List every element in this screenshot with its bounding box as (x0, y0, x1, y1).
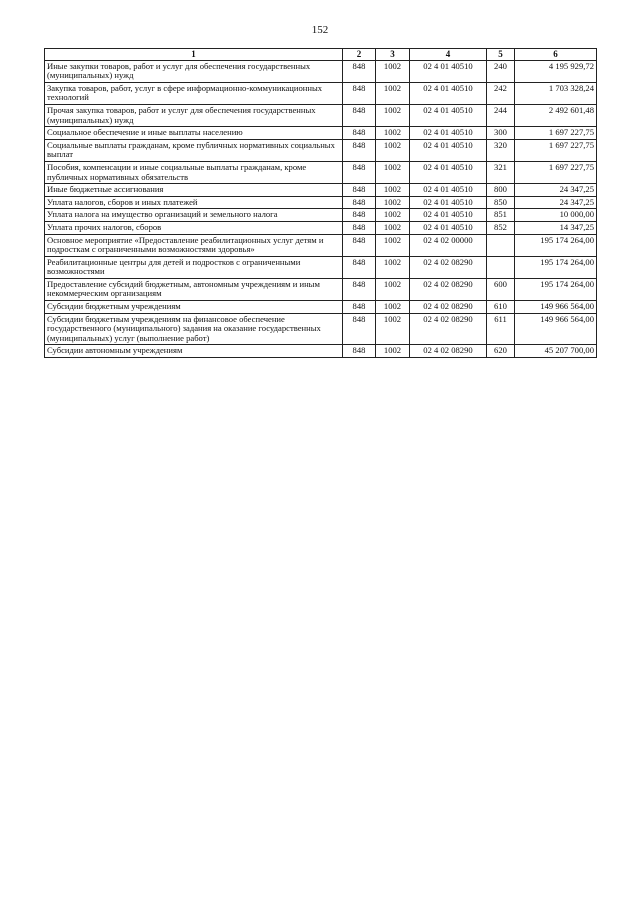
section-code-cell: 1002 (376, 313, 410, 345)
section-code-cell: 1002 (376, 278, 410, 300)
target-article-cell: 02 4 01 40510 (410, 184, 487, 197)
table-row (45, 82, 597, 104)
target-article-cell: 02 4 01 40510 (410, 82, 487, 104)
table-row (45, 139, 597, 161)
table-row (45, 256, 597, 278)
table-row (45, 278, 597, 300)
row-name-cell: Уплата прочих налогов, сборов (45, 221, 343, 234)
amount-cell: 14 347,25 (515, 221, 597, 234)
row-name-cell: Основное мероприятие «Предоставление реабилитационных услуг детям и подросткам с ограниченными возможностями здоровья» (45, 234, 343, 256)
target-article-cell: 02 4 01 40510 (410, 196, 487, 209)
amount-cell: 195 174 264,00 (515, 234, 597, 256)
expense-kind-cell: 244 (487, 104, 515, 126)
section-code-cell: 1002 (376, 139, 410, 161)
admin-code-cell: 848 (343, 278, 376, 300)
section-code-cell: 1002 (376, 256, 410, 278)
amount-cell: 149 966 564,00 (515, 301, 597, 314)
amount-cell: 1 697 227,75 (515, 139, 597, 161)
expense-kind-cell: 300 (487, 127, 515, 140)
admin-code-cell: 848 (343, 301, 376, 314)
amount-cell: 45 207 700,00 (515, 345, 597, 358)
target-article-cell: 02 4 01 40510 (410, 161, 487, 183)
expense-kind-cell: 320 (487, 139, 515, 161)
table-row (45, 60, 597, 82)
amount-cell: 1 703 328,24 (515, 82, 597, 104)
admin-code-cell: 848 (343, 60, 376, 82)
expense-kind-cell (487, 256, 515, 278)
expense-kind-cell: 800 (487, 184, 515, 197)
table-row (45, 313, 597, 345)
target-article-cell: 02 4 01 40510 (410, 127, 487, 140)
table-row (45, 221, 597, 234)
admin-code-cell: 848 (343, 139, 376, 161)
row-name-cell: Субсидии бюджетным учреждениям (45, 301, 343, 314)
admin-code-cell: 848 (343, 313, 376, 345)
column-header: 5 (487, 49, 515, 61)
expense-kind-cell: 620 (487, 345, 515, 358)
target-article-cell: 02 4 01 40510 (410, 209, 487, 222)
row-name-cell: Предоставление субсидий бюджетным, автономным учреждениям и иным некоммерческим организациям (45, 278, 343, 300)
section-code-cell: 1002 (376, 221, 410, 234)
table-row (45, 127, 597, 140)
target-article-cell: 02 4 01 40510 (410, 221, 487, 234)
target-article-cell: 02 4 02 08290 (410, 345, 487, 358)
section-code-cell: 1002 (376, 161, 410, 183)
table-row (45, 301, 597, 314)
amount-cell: 4 195 929,72 (515, 60, 597, 82)
expense-kind-cell: 242 (487, 82, 515, 104)
target-article-cell: 02 4 01 40510 (410, 60, 487, 82)
amount-cell: 10 000,00 (515, 209, 597, 222)
column-header: 4 (410, 49, 487, 61)
amount-cell: 2 492 601,48 (515, 104, 597, 126)
amount-cell: 195 174 264,00 (515, 278, 597, 300)
target-article-cell: 02 4 02 08290 (410, 301, 487, 314)
budget-table (44, 48, 597, 358)
table-row (45, 104, 597, 126)
expense-kind-cell: 851 (487, 209, 515, 222)
admin-code-cell: 848 (343, 184, 376, 197)
section-code-cell: 1002 (376, 196, 410, 209)
table-row (45, 161, 597, 183)
section-code-cell: 1002 (376, 209, 410, 222)
section-code-cell: 1002 (376, 234, 410, 256)
expense-kind-cell: 852 (487, 221, 515, 234)
expense-kind-cell: 240 (487, 60, 515, 82)
section-code-cell: 1002 (376, 127, 410, 140)
row-name-cell: Иные бюджетные ассигнования (45, 184, 343, 197)
row-name-cell: Уплата налога на имущество организаций и земельного налога (45, 209, 343, 222)
row-name-cell: Социальное обеспечение и иные выплаты населению (45, 127, 343, 140)
row-name-cell: Субсидии автономным учреждениям (45, 345, 343, 358)
expense-kind-cell: 611 (487, 313, 515, 345)
amount-cell: 1 697 227,75 (515, 161, 597, 183)
target-article-cell: 02 4 02 08290 (410, 256, 487, 278)
admin-code-cell: 848 (343, 161, 376, 183)
admin-code-cell: 848 (343, 196, 376, 209)
section-code-cell: 1002 (376, 345, 410, 358)
expense-kind-cell (487, 234, 515, 256)
table-row (45, 345, 597, 358)
table-header-row (45, 49, 597, 61)
section-code-cell: 1002 (376, 184, 410, 197)
admin-code-cell: 848 (343, 345, 376, 358)
admin-code-cell: 848 (343, 127, 376, 140)
admin-code-cell: 848 (343, 221, 376, 234)
admin-code-cell: 848 (343, 234, 376, 256)
target-article-cell: 02 4 02 08290 (410, 278, 487, 300)
section-code-cell: 1002 (376, 104, 410, 126)
expense-kind-cell: 600 (487, 278, 515, 300)
target-article-cell: 02 4 02 00000 (410, 234, 487, 256)
row-name-cell: Уплата налогов, сборов и иных платежей (45, 196, 343, 209)
table-row (45, 184, 597, 197)
column-header: 3 (376, 49, 410, 61)
table-row (45, 196, 597, 209)
row-name-cell: Закупка товаров, работ, услуг в сфере информационно-коммуникационных технологий (45, 82, 343, 104)
expense-kind-cell: 610 (487, 301, 515, 314)
admin-code-cell: 848 (343, 104, 376, 126)
admin-code-cell: 848 (343, 256, 376, 278)
column-header: 2 (343, 49, 376, 61)
section-code-cell: 1002 (376, 301, 410, 314)
table-row (45, 234, 597, 256)
row-name-cell: Субсидии бюджетным учреждениям на финансовое обеспечение государственного (муниципального) задания на оказание государственных (муниципальных) услуг (выполнение работ) (45, 313, 343, 345)
amount-cell: 24 347,25 (515, 184, 597, 197)
row-name-cell: Социальные выплаты гражданам, кроме публичных нормативных социальных выплат (45, 139, 343, 161)
amount-cell: 195 174 264,00 (515, 256, 597, 278)
amount-cell: 24 347,25 (515, 196, 597, 209)
table-body (45, 60, 597, 357)
row-name-cell: Реабилитационные центры для детей и подростков с ограниченными возможностями (45, 256, 343, 278)
target-article-cell: 02 4 01 40510 (410, 139, 487, 161)
page-number: 152 (311, 24, 329, 36)
section-code-cell: 1002 (376, 82, 410, 104)
table-row (45, 209, 597, 222)
expense-kind-cell: 850 (487, 196, 515, 209)
row-name-cell: Иные закупки товаров, работ и услуг для обеспечения государственных (муниципальных) нужд (45, 60, 343, 82)
column-header: 6 (515, 49, 597, 61)
expense-kind-cell: 321 (487, 161, 515, 183)
row-name-cell: Пособия, компенсации и иные социальные выплаты гражданам, кроме публичных нормативных обязательств (45, 161, 343, 183)
target-article-cell: 02 4 01 40510 (410, 104, 487, 126)
target-article-cell: 02 4 02 08290 (410, 313, 487, 345)
row-name-cell: Прочая закупка товаров, работ и услуг для обеспечения государственных (муниципальных) нужд (45, 104, 343, 126)
admin-code-cell: 848 (343, 209, 376, 222)
amount-cell: 1 697 227,75 (515, 127, 597, 140)
admin-code-cell: 848 (343, 82, 376, 104)
section-code-cell: 1002 (376, 60, 410, 82)
column-header: 1 (45, 49, 343, 61)
amount-cell: 149 966 564,00 (515, 313, 597, 345)
